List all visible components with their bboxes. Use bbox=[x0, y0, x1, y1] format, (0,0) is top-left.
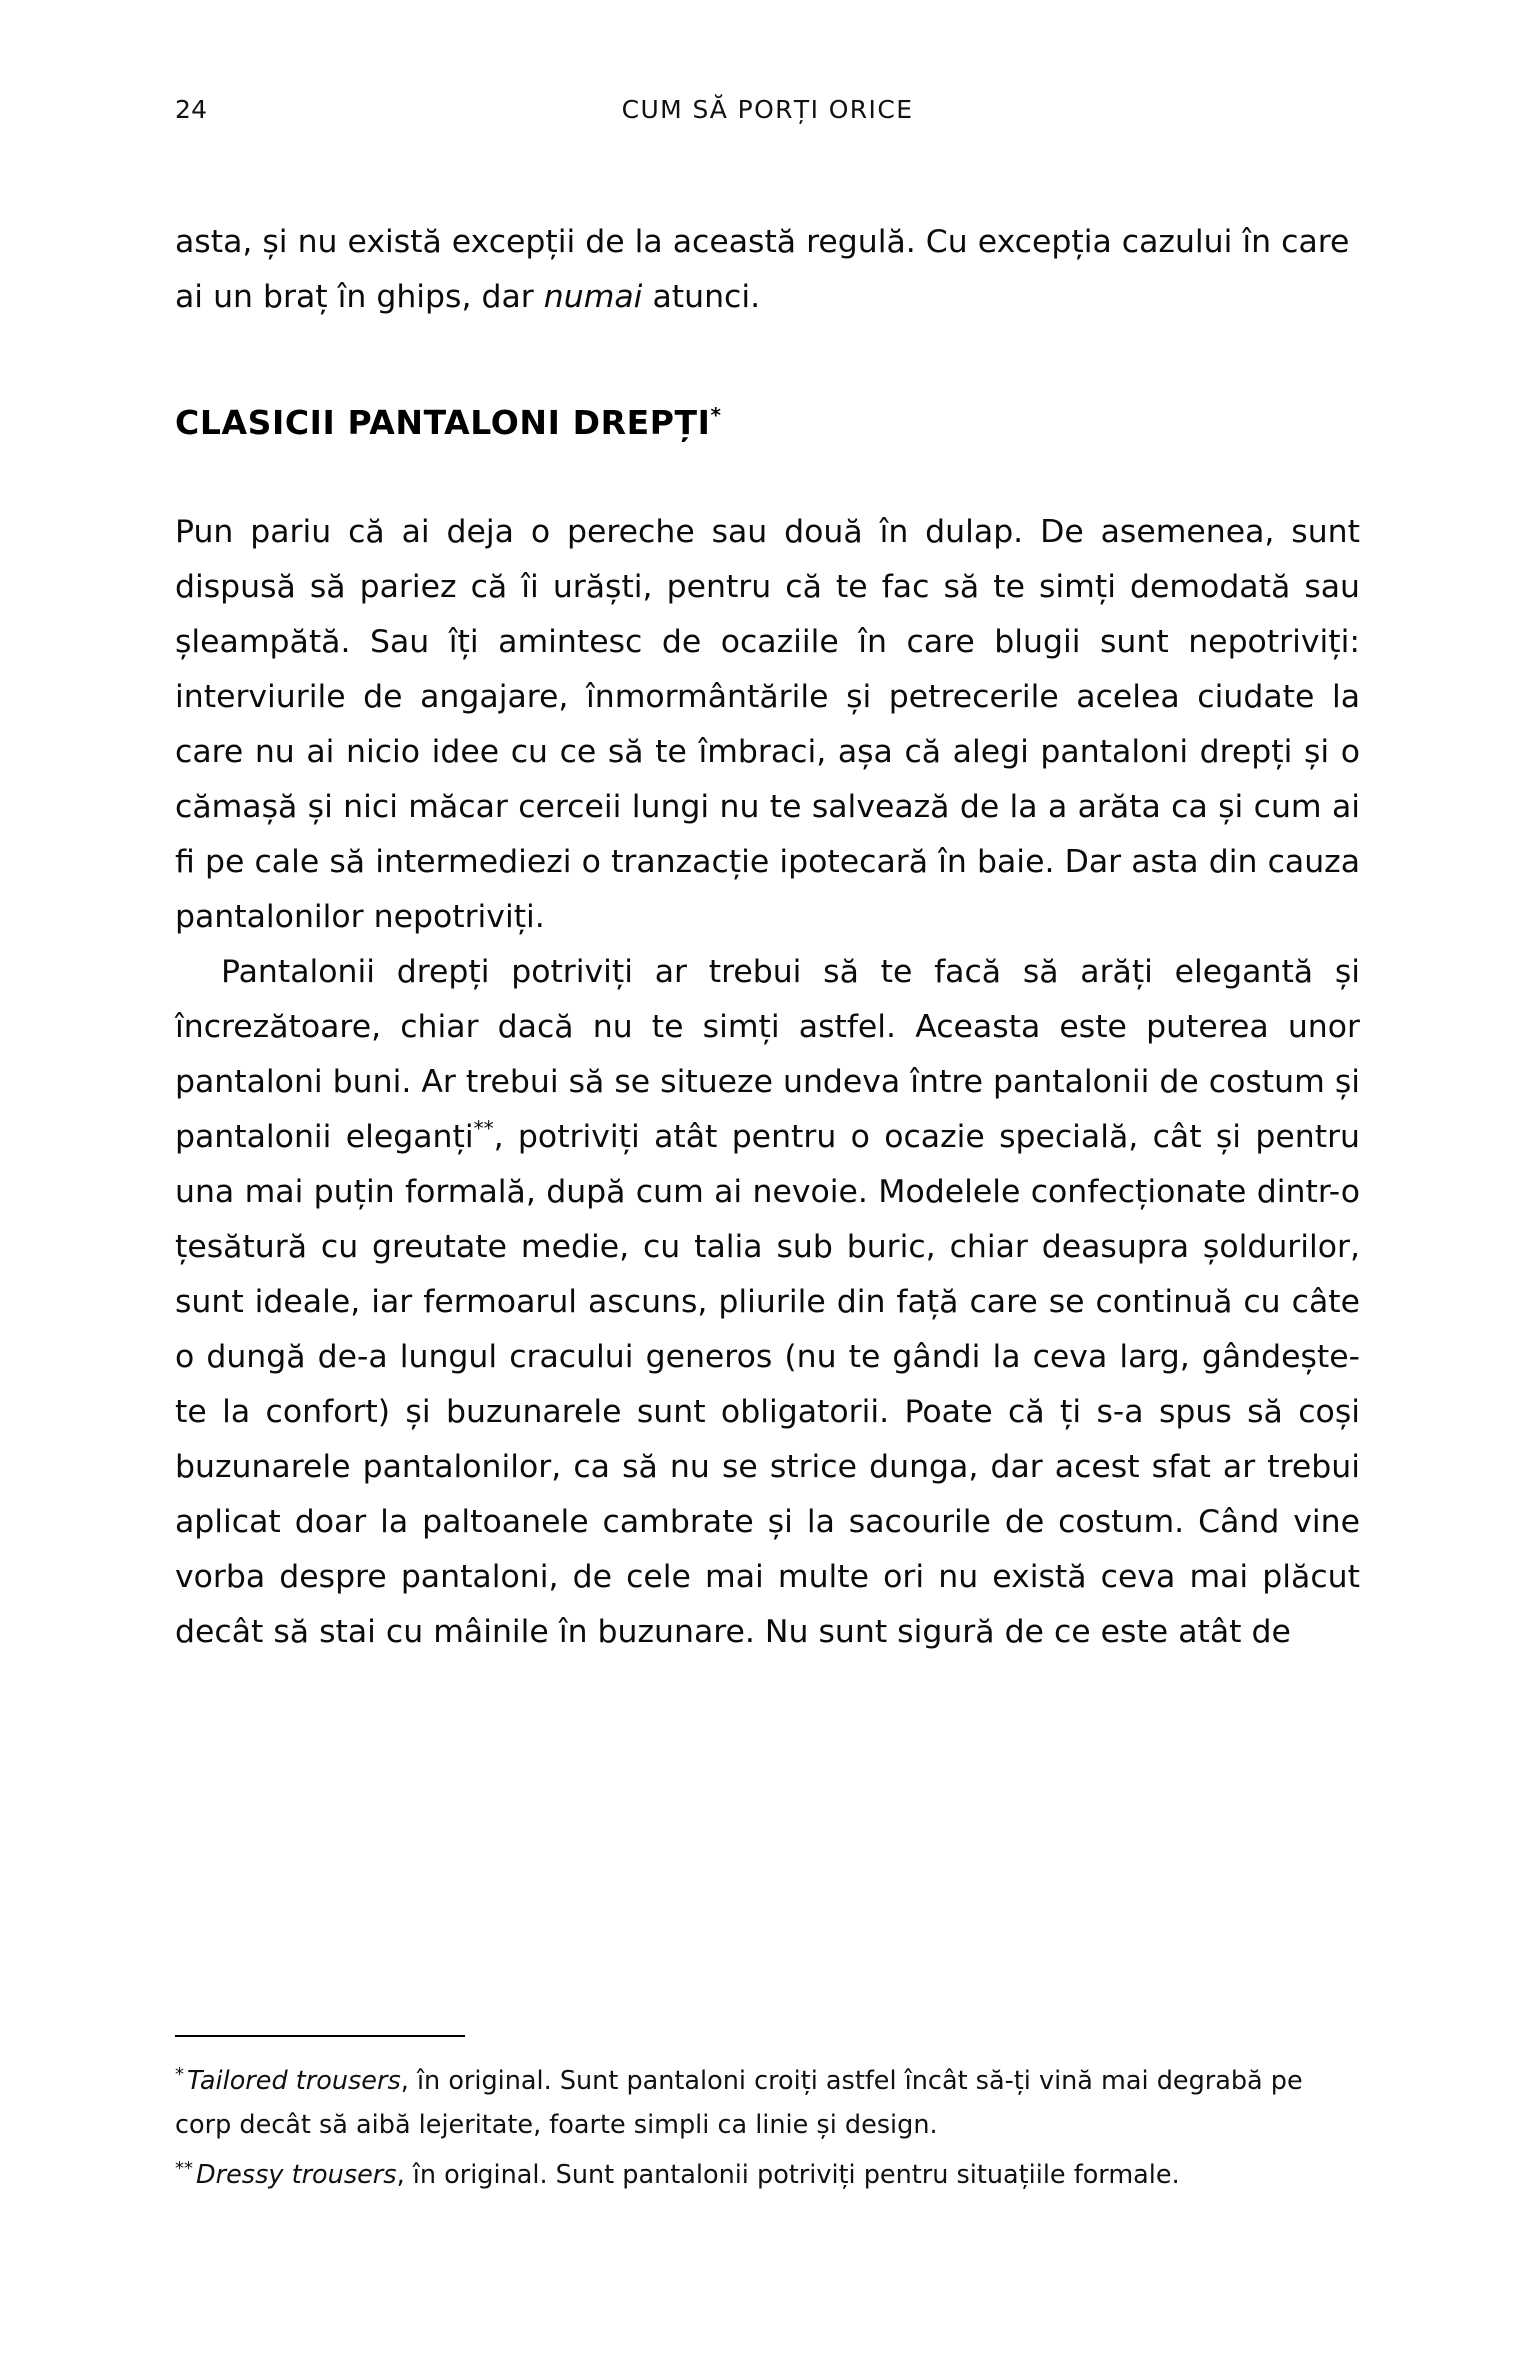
page-number: 24 bbox=[175, 95, 208, 124]
footnote-2 bbox=[175, 2153, 1360, 2197]
footnote-1-marker: * bbox=[175, 2063, 184, 2085]
paragraph-3-part-b: , potriviți atât pentru o ocazie specială, cât și pentru una mai puțin formală, după cum ai nevoie. Modelele confecționate dintr-o țesătură cu greutate medie, cu talia sub buric, chiar deasupra șoldurilor, sunt ideale, iar fermoarul ascuns, pliurile din față care se continuă cu câte o dungă de-a lungul cracului generos (nu te gândi la ceva larg, gândește-te la confort) și buzunarele sunt obligatorii. Poate că ți s-a spus să coși buzunarele pantalonilor, ca să nu se strice dunga, dar acest sfat ar trebui aplicat doar la paltoanele cambrate și la sacourile de costum. Când vine vorba despre pantaloni, de cele mai multe ori nu există ceva mai plăcut decât să stai cu mâinile în buzunare. Nu sunt sigură de ce este atât de bbox=[175, 1119, 1360, 1650]
paragraph-2: Pun pariu că ai deja o pereche sau două în dulap. De asemenea, sunt dispusă să pariez că îi urăști, pentru că te fac să te simți demodată sau șleampătă. Sau îți amintesc de ocaziile în care blugii sunt nepotriviți: interviurile de angajare, înmormântările și petrecerile acelea ciudate la care nu ai nicio idee cu ce să te îmbraci, așa că alegi pantaloni drepți și o cămașă și nici măcar cerceii lungi nu te salvează de la a arăta ca și cum ai fi pe cale să intermediezi o tranzacție ipotecară în baie. Dar asta din cauza pantalonilor nepotriviți. bbox=[175, 514, 1360, 935]
footnote-1-text: , în original. Sunt pantaloni croiți astfel încât să-ți vină mai degrabă pe corp decât să aibă lejeritate, foarte simpli ca linie și design. bbox=[175, 2066, 1303, 2140]
running-head bbox=[175, 95, 1360, 135]
footnote-2-text: , în original. Sunt pantalonii potriviți pentru situațiile formale. bbox=[396, 2160, 1180, 2190]
section-title bbox=[175, 397, 1360, 449]
footnote-marker-1: * bbox=[710, 403, 722, 427]
paragraph-3-part-a: Pantalonii drepți potriviți ar trebui să te facă să arăți elegantă și încrezătoare, chiar dacă nu te simți astfel. Aceasta este puterea unor pantaloni buni. Ar trebui să se situeze undeva între pantalonii de costum și pantalonii eleganți bbox=[175, 954, 1360, 1155]
paragraph-1-tail: atunci. bbox=[642, 279, 761, 315]
paragraph-3 bbox=[175, 945, 1360, 1660]
footnote-2-marker: ** bbox=[175, 2157, 193, 2179]
paragraph-1-text: asta, și nu există excepții de la această regulă. Cu excepția cazului în care ai un braț în ghips, dar bbox=[175, 224, 1350, 315]
footnote-1 bbox=[175, 2059, 1360, 2147]
footnote-marker-2: ** bbox=[473, 1116, 494, 1141]
paragraph-continuation bbox=[175, 215, 1360, 325]
section-heading-block bbox=[175, 397, 1360, 449]
footnote-separator-rule bbox=[175, 2035, 465, 2037]
body-column bbox=[175, 215, 1360, 1660]
paragraph-1-italic: numai bbox=[543, 279, 643, 315]
footnote-1-italic: Tailored trousers bbox=[187, 2066, 401, 2096]
footnote-2-italic: Dressy trousers bbox=[196, 2160, 397, 2190]
footnotes-area bbox=[175, 2035, 1360, 2203]
section-title-text: CLASICII PANTALONI DREPȚI bbox=[175, 403, 711, 442]
running-head-title: CUM SĂ PORȚI ORICE bbox=[621, 95, 914, 124]
